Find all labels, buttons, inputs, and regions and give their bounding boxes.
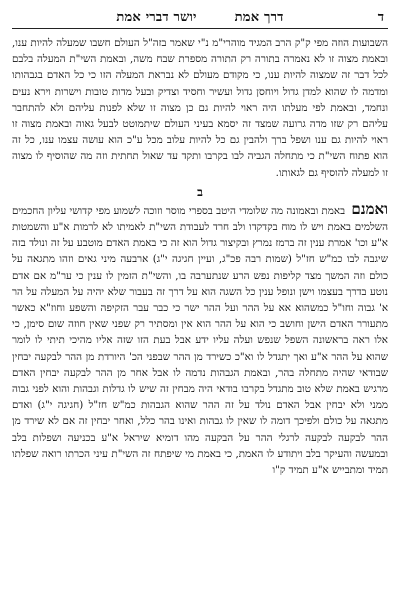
book-title: דרך אמת [234,10,284,25]
paragraph-2 [12,201,388,478]
page-number: ד [377,10,384,25]
paragraph-1: השבועות הוזה מפי ק"ק הרב המגיד מוהרי"מ נ"י שאמר בזה"ל העולם חשבו שמעלה להיות ענו, ובאמת מצוה זו לא נאמרה בתורה רק התורה מספרת שבח משה, ובאמת השי"ת המעלה בלבם לכל דבר זה שמצוה להיות ענו, כי מקודם מעולם לא נבראת המעלה הזו כי כל האדם בגבהותו ומדמה לו שהוא למדן גדול ויוחסן גדול ועשיר וחסיד וצדיק ובעל מדות טובות וישרות וירא נעים ונחמד, ובאמת לפי מעלתו היה ראוי להיות גם כן מצוה זו שלא לפנות עליהם ולא להתחבר עליהם רק שזו מדה גרועה שמצד זה יסמא בעיני העולם שיתמוטט לבעל גאוה ובאמת מצוה זו ראוי להיות גם ענו ושפל ברך ולהבין גם כל להיות עלוב מכל ע"כ הוא עושה עצמו ענו, כל זה הוא פתוח השי"ת כי מתחלה הגביה לבו בקרבו ותקד עד שאול תחתית וזה מה שהוסיף לו מצוה זו למעלה להוסיף גם לגאותו. [12,37,388,179]
header-titles [116,9,283,25]
page-header [12,6,388,29]
section-marker: ב [197,184,203,199]
running-title: יושר דברי אמת [116,10,197,25]
paragraph-2-text: באמת ובאמונה מה שלומדי היטב בספרי מוסר וזוכה לשמוע מפי קדושי עליון החכמים השלמים באמת ויש לו מוח בקדקדו ולב חרד לעבודת השי"ת לאמיתו לא לרמות א"ע והשמטות א"ע וכו' אמרת ענין זה ברמז נמרץ ובקיצור גדול הוא זה כי באמת האדם מוטבע על זה ונולד בזה שיגבה לבו כמ"ש חז"ל (שמות רבה פכ"ג, ועיין חגיגה י"ג) ארבעה מיני גאים וזהו מתגאה על כולם וזה המשך מצד קליפות נפש הרע שנתערבה בו, והשי"ת הזמין לו ענין כי ער"מ אם אדם נוטע בדרך בעצמו וישן ונופל ענין כל השגה הוא על דרך זה בעבור שלא יהיה על המעלה על הר א' גבוה וחו"ל כמשהוא אא על ההר ועל ההר ישר כי כבר עבר הזקיפה והשפע וחוז"א כאשר מתעורר האדם הישן וחושב כי הוא על ההר הוא אין ומסתיר רק שפני שאין חוזה שום סימן, כי אלו ראה בראשונה השפל שנפש ועלה עליו ידע אבל בעת הזו שזה אליו מהיכי תיתי לו לומר שהוא על ההר א"ע ואך יתגדל לו וא"כ כשירד מן ההר שבפני הכ' היורדת מן ההר לבקעה יבחין שבודאי שהיה מתחלה בהר, ובאמת הגבהות נדמה לו אבל אחר מן ההר לבקעה יבחין האדם מרגיש באמת שלא טוב מתגדל בקרבו בודאי היה מבחין זה שיש לו גדלות וגבהות והוא לפני גבוה ממני ולא יבחין אבל האדם נולד על זה ההר שהוא הגבהות כמ"ש חז"ל (חגיגה י"ג) ואדם מתגאה על כולם ולפיכך דומה לו שאין לו גבהות ואינו בהר כלל, ואחר יבחין זה אם לא שירד מן ההר לבקעה לבקעה לרגלי ההר על הבקעה מהו דומיא שיראל א"ע בכניעה ושפלות בלב ובמעשה והעיקר בלב ויתודע לו האמת, כי באמת מי שיפתח זה השי"ת עיני הכרתו רואה שפלתו תמיד ומתבייש א"ע תמיד ק"ו [12,204,388,477]
opening-word: ואמנם [351,199,388,218]
